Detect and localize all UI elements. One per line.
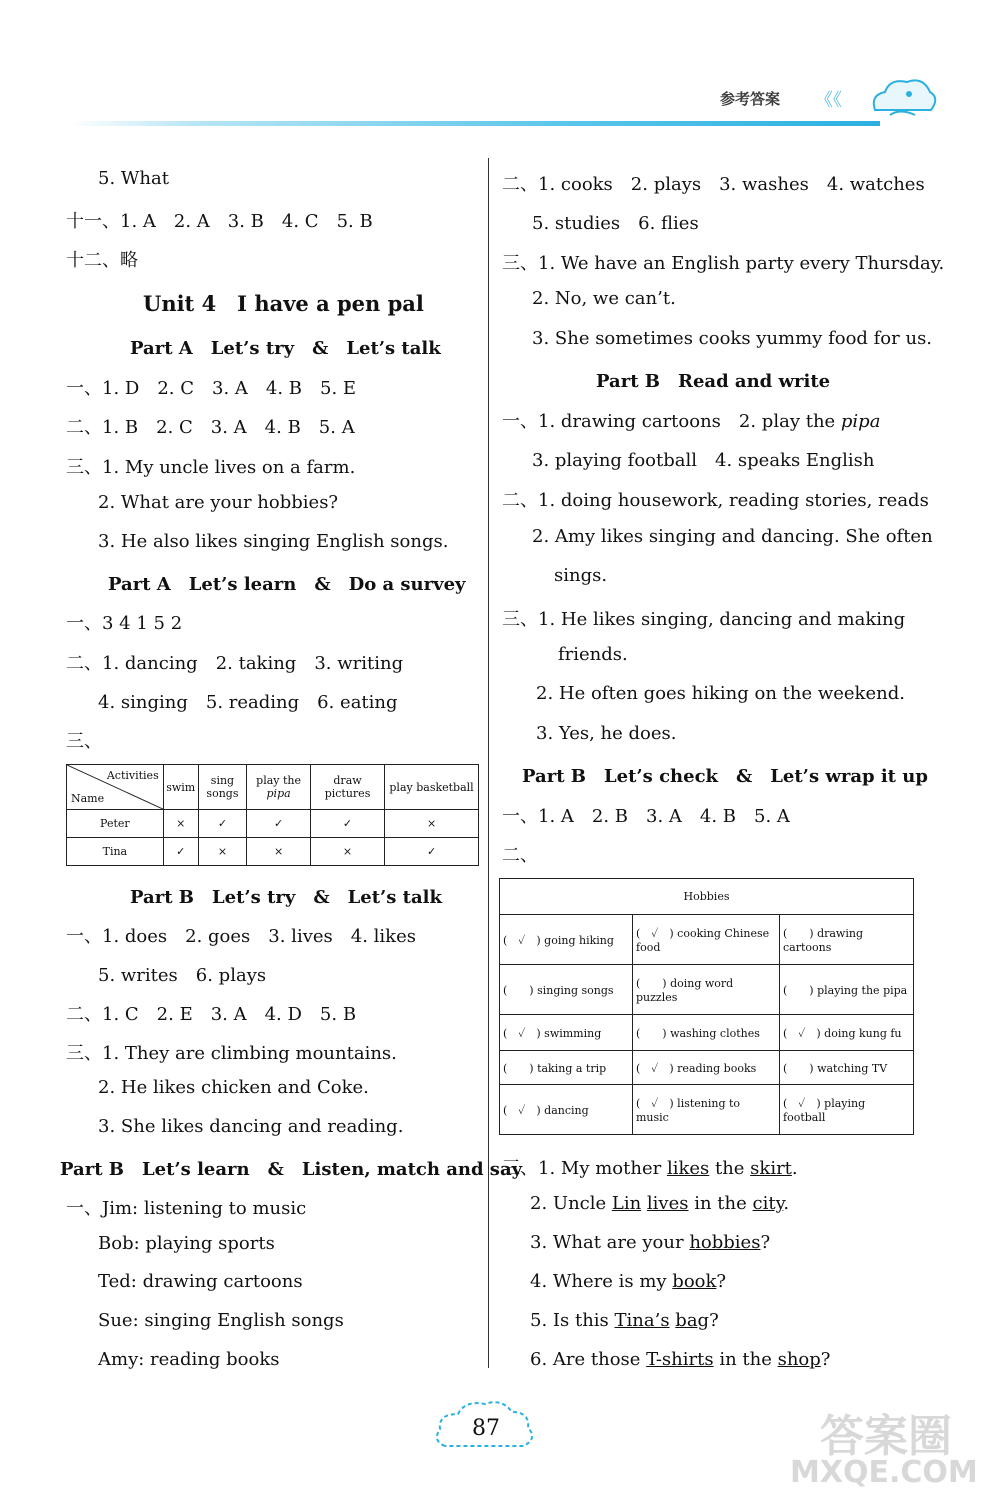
answer-line: 3. Yes, he does.	[536, 723, 677, 744]
survey-mark: ✓	[163, 838, 198, 866]
survey-header-corner	[67, 765, 164, 810]
underlined-word: likes	[666, 1158, 710, 1179]
hobby-cell: ( ✓ ) doing kung fu	[780, 1015, 914, 1051]
hobby-cell: ( ✓ ) reading books	[633, 1051, 780, 1085]
underlined-word: bag	[675, 1310, 710, 1331]
answer-line: 二、1. dancing 2. taking 3. writing	[66, 653, 404, 674]
answer-text: 一、1. drawing cartoons 2. play the	[502, 411, 841, 432]
header-label: 参考答案	[720, 90, 781, 108]
name-label: Name	[71, 792, 105, 805]
answer-text: ?	[820, 1349, 831, 1370]
page-number: 87	[472, 1416, 500, 1441]
answer-line: 一、1. does 2. goes 3. lives 4. likes	[66, 926, 416, 947]
answer-line: 2. He often goes hiking on the weekend.	[536, 683, 905, 704]
answer-text: ?	[709, 1310, 719, 1331]
hobbies-table	[499, 878, 914, 1135]
answer-line: 一、3 4 1 5 2	[66, 613, 183, 634]
underlined-word: Lin	[611, 1193, 642, 1214]
hobby-cell: ( ) washing clothes	[633, 1015, 780, 1051]
answer-text: 6. Are those	[530, 1349, 647, 1370]
survey-mark: ×	[310, 838, 384, 866]
survey-table	[66, 764, 479, 866]
answer-line: 三、1. My uncle lives on a farm.	[66, 457, 356, 478]
answer-line: 三、	[66, 731, 102, 752]
hobby-cell: ( ) playing the pipa	[780, 965, 914, 1015]
pipa-italic: pipa	[840, 411, 881, 432]
underlined-word: T-shirts	[646, 1349, 714, 1370]
answer-line: friends.	[558, 644, 628, 665]
survey-mark: ×	[198, 838, 247, 866]
answer-line: 二、1. doing housework, reading stories, reads	[502, 490, 929, 511]
answer-text: in the	[688, 1193, 753, 1214]
unit-title: Unit 4 I have a pen pal	[143, 291, 424, 316]
answer-text: 4. Where is my	[530, 1271, 673, 1292]
answer-line: 5. What	[98, 168, 169, 189]
hobby-cell: ( ) doing word puzzles	[633, 965, 780, 1015]
survey-col-header: play basketball	[385, 765, 479, 810]
answer-text: in the	[713, 1349, 778, 1370]
underlined-word: book	[672, 1271, 717, 1292]
underlined-word: Tina’s	[614, 1310, 670, 1331]
answer-text: 5. Is this	[530, 1310, 615, 1331]
answer-line: 2. Amy likes singing and dancing. She often	[532, 526, 933, 547]
activities-label: Activities	[106, 769, 159, 782]
answer-line: 5. studies 6. flies	[532, 213, 699, 234]
hobby-cell: ( ✓ ) going hiking	[500, 915, 633, 965]
hobbies-title: Hobbies	[500, 879, 914, 915]
part-heading: Part A Let’s learn & Do a survey	[108, 574, 466, 595]
survey-mark: ✓	[385, 838, 479, 866]
answer-line: 二、1. B 2. C 3. A 4. B 5. A	[66, 417, 355, 438]
answer-line: 5. writes 6. plays	[98, 965, 267, 986]
part-heading: Part B Let’s check & Let’s wrap it up	[522, 766, 928, 787]
answer-text: the	[709, 1158, 751, 1179]
hobby-cell: ( ✓ ) listening to music	[633, 1085, 780, 1135]
answer-line: 三、1. We have an English party every Thursday.	[502, 253, 945, 274]
answer-line	[502, 407, 880, 433]
survey-row-name: Tina	[67, 838, 164, 866]
survey-col-header: draw pictures	[310, 765, 384, 810]
answer-line: 3. She sometimes cooks yummy food for us.	[532, 328, 933, 349]
answer-line: 2. What are your hobbies?	[98, 492, 339, 513]
answer-text: ?	[716, 1271, 727, 1292]
answer-line: 一、Jim: listening to music	[66, 1198, 307, 1219]
answer-line: 十二、略	[66, 250, 138, 271]
answer-line	[530, 1271, 726, 1292]
hobby-cell: ( ✓ ) swimming	[500, 1015, 633, 1051]
answer-line: 二、	[502, 845, 538, 866]
answer-text: 三、1. My mother	[502, 1158, 667, 1179]
answer-line: Amy: reading books	[98, 1349, 280, 1370]
answer-line: Sue: singing English songs	[98, 1310, 344, 1331]
answer-text: 3. What are your	[530, 1232, 690, 1253]
survey-mark: ✓	[310, 810, 384, 838]
answer-line: 十一、1. A 2. A 3. B 4. C 5. B	[66, 211, 373, 232]
answer-line: 2. No, we can’t.	[532, 288, 676, 309]
answer-line: 二、1. cooks 2. plays 3. washes 4. watches	[502, 174, 925, 195]
hobby-cell: ( ✓ ) cooking Chinese food	[633, 915, 780, 965]
answer-line	[530, 1193, 789, 1214]
answer-line: 3. She likes dancing and reading.	[98, 1116, 404, 1137]
answer-line: Bob: playing sports	[98, 1233, 275, 1254]
survey-col-header-text: play the	[256, 774, 302, 787]
hobby-cell: ( ) taking a trip	[500, 1051, 633, 1085]
answer-line: 3. playing football 4. speaks English	[532, 450, 875, 471]
answer-line	[530, 1349, 830, 1370]
survey-mark: ✓	[247, 810, 311, 838]
answer-line	[530, 1310, 719, 1331]
answer-line: sings.	[554, 565, 608, 586]
survey-mark: ×	[385, 810, 479, 838]
watermark-url: MXQE.COM	[790, 1455, 978, 1490]
answer-text: .	[791, 1158, 798, 1179]
answer-line: 2. He likes chicken and Coke.	[98, 1077, 369, 1098]
survey-col-header: swim	[163, 765, 198, 810]
survey-mark: ×	[247, 838, 311, 866]
hobby-cell: ( ) watching TV	[780, 1051, 914, 1085]
column-divider	[488, 158, 489, 1368]
survey-mark: ✓	[198, 810, 247, 838]
watermark-logo: 答案圈	[820, 1411, 952, 1462]
answer-text: ?	[760, 1232, 771, 1253]
answer-line: 二、1. C 2. E 3. A 4. D 5. B	[66, 1004, 357, 1025]
part-heading: Part B Let’s learn & Listen, match and say	[60, 1159, 523, 1180]
underlined-word: lives	[646, 1193, 689, 1214]
underlined-word: hobbies	[689, 1232, 761, 1253]
hobby-cell: ( ✓ ) dancing	[500, 1085, 633, 1135]
header-rule	[70, 121, 880, 126]
part-heading: Part B Let’s try & Let’s talk	[130, 887, 442, 908]
underlined-word: city	[752, 1193, 784, 1214]
pipa-italic: pipa	[266, 787, 291, 800]
answer-line: 4. singing 5. reading 6. eating	[98, 692, 398, 713]
survey-row-name: Peter	[67, 810, 164, 838]
answer-text: .	[783, 1193, 790, 1214]
part-heading: Part A Let’s try & Let’s talk	[130, 338, 441, 359]
answer-line: 三、1. He likes singing, dancing and making	[502, 609, 906, 630]
answer-line: 一、1. A 2. B 3. A 4. B 5. A	[502, 806, 790, 827]
answer-line: 一、1. D 2. C 3. A 4. B 5. E	[66, 378, 357, 399]
underlined-word: skirt	[750, 1158, 792, 1179]
answer-line: Ted: drawing cartoons	[98, 1271, 303, 1292]
answer-line: 三、1. They are climbing mountains.	[66, 1043, 397, 1064]
survey-col-header	[247, 765, 311, 810]
header-arrows: 《《	[815, 90, 842, 111]
hobby-cell: ( ✓ ) playing football	[780, 1085, 914, 1135]
hobby-cell: ( ) singing songs	[500, 965, 633, 1015]
answer-line	[502, 1154, 798, 1180]
survey-col-header: sing songs	[198, 765, 247, 810]
hobby-cell: ( ) drawing cartoons	[780, 915, 914, 965]
answer-line: 3. He also likes singing English songs.	[98, 531, 449, 552]
answer-line	[530, 1232, 770, 1253]
underlined-word: shop	[777, 1349, 821, 1370]
part-heading: Part B Read and write	[596, 371, 831, 392]
answer-text: 2. Uncle	[530, 1193, 612, 1214]
survey-mark: ×	[163, 810, 198, 838]
